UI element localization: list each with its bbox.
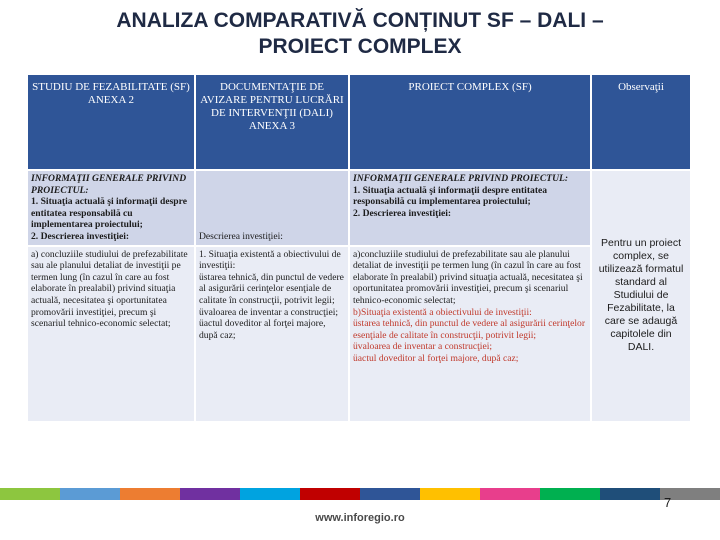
dali-bullet-3: üactul doveditor al forţei majore, după caz; bbox=[199, 318, 326, 341]
sf-item-1: 1. Situaţia actuală şi informaţii despre entitatea responsabilă cu implementarea proiectului; bbox=[31, 196, 187, 231]
cell-pc-general bbox=[349, 170, 591, 246]
dali-existing-line: 1. Situaţia existentă a obiectivului de investiţii: bbox=[199, 248, 341, 272]
page-number: 7 bbox=[664, 495, 672, 510]
dali-bullet-1: üstarea tehnică, din punctul de vedere al asigurării cerinţelor esenţiale de calitate în construcţii, potrivit legii; bbox=[199, 271, 344, 306]
footer-bar-segment bbox=[300, 488, 360, 500]
pc-red-bullet-3: üactul doveditor al forţei majore, după caz; bbox=[353, 352, 519, 364]
footer-bar-segment bbox=[600, 488, 660, 500]
sf-general-heading: INFORMAŢII GENERALE PRIVIND PROIECTUL: bbox=[31, 173, 187, 196]
pc-red-heading: b)Situaţia existentă a obiectivului de investiţii: bbox=[353, 306, 532, 318]
table-header-row bbox=[27, 74, 691, 170]
header-sf: STUDIU DE FEZABILITATE (SF) ANEXA 2 bbox=[27, 74, 195, 170]
sf-item-2: 2. Descrierea investiţiei: bbox=[31, 230, 130, 242]
footer-bar-segment bbox=[420, 488, 480, 500]
pc-conclusions-line: a)concluziile studiului de prefezabilitate sau ale planului detaliat de investiţii pe termen lung (în cazul în care au fost elaborate în prealabil) privind situaţia actuală, necesitatea şi oportunitatea promovării investiţiei, precum şi scenariul tehnico-economic selectat; bbox=[353, 248, 583, 306]
cell-dali-existing bbox=[195, 246, 349, 422]
footer-bar-segment bbox=[360, 488, 420, 500]
pc-red-bullet-1: üstarea tehnică, din punctul de vedere al asigurării cerinţelor esenţiale de calitate în construcţii, potrivit legii; bbox=[353, 318, 586, 341]
footer-url: www.inforegio.ro bbox=[315, 512, 405, 524]
footer-bar-segment bbox=[180, 488, 240, 500]
title-line-1: ANALIZA COMPARATIVĂ CONȚINUT SF – DALI – bbox=[116, 9, 604, 32]
title-line-2: PROIECT COMPLEX bbox=[258, 35, 462, 58]
cell-dali-general bbox=[195, 170, 349, 246]
pc-item-1: 1. Situaţia actuală şi informaţii despre entitatea responsabilă cu implementarea proiectului; bbox=[353, 184, 548, 208]
footer-bar-segment bbox=[60, 488, 120, 500]
dali-bullet-2: üvaloarea de inventar a construcţiei; bbox=[199, 306, 339, 318]
footer-bar-segment bbox=[0, 488, 60, 500]
pc-red-bullet-2: üvaloarea de inventar a construcţiei; bbox=[353, 341, 493, 353]
footer-bar-segment bbox=[480, 488, 540, 500]
table-row bbox=[27, 170, 691, 246]
cell-sf-conclusions: a) concluziile studiului de prefezabilitate sau ale planului detaliat de investiţii pe termen lung (în cazul în care au fost elaborate în prealabil) privind situaţia actuală, necesitatea şi oportunitatea promovării investiţiei, precum şi scenariul tehnico-economic selectat; bbox=[27, 246, 195, 422]
header-dali: DOCUMENTAŢIE DE AVIZARE PENTRU LUCRĂRI DE INTERVENŢII (DALI) ANEXA 3 bbox=[195, 74, 349, 170]
footer-bar-segment bbox=[240, 488, 300, 500]
page-title bbox=[0, 8, 720, 60]
pc-general-heading: INFORMAŢII GENERALE PRIVIND PROIECTUL: bbox=[353, 173, 569, 184]
cell-observatii: Pentru un proiect complex, se utilizează formatul standard al Studiului de Fezabilitate, la care se adaugă capitolele din DALI. bbox=[591, 170, 691, 422]
footer-bar-segment bbox=[540, 488, 600, 500]
cell-pc-conclusions bbox=[349, 246, 591, 422]
cell-sf-general bbox=[27, 170, 195, 246]
pc-item-2: 2. Descrierea investiţiei: bbox=[353, 207, 452, 219]
header-observatii: Observaţii bbox=[591, 74, 691, 170]
comparison-table bbox=[26, 73, 692, 423]
footer-color-bar bbox=[0, 488, 720, 500]
header-proiect-complex: PROIECT COMPLEX (SF) bbox=[349, 74, 591, 170]
footer-bar-segment bbox=[120, 488, 180, 500]
dali-description: Descrierea investiţiei: bbox=[199, 230, 283, 242]
